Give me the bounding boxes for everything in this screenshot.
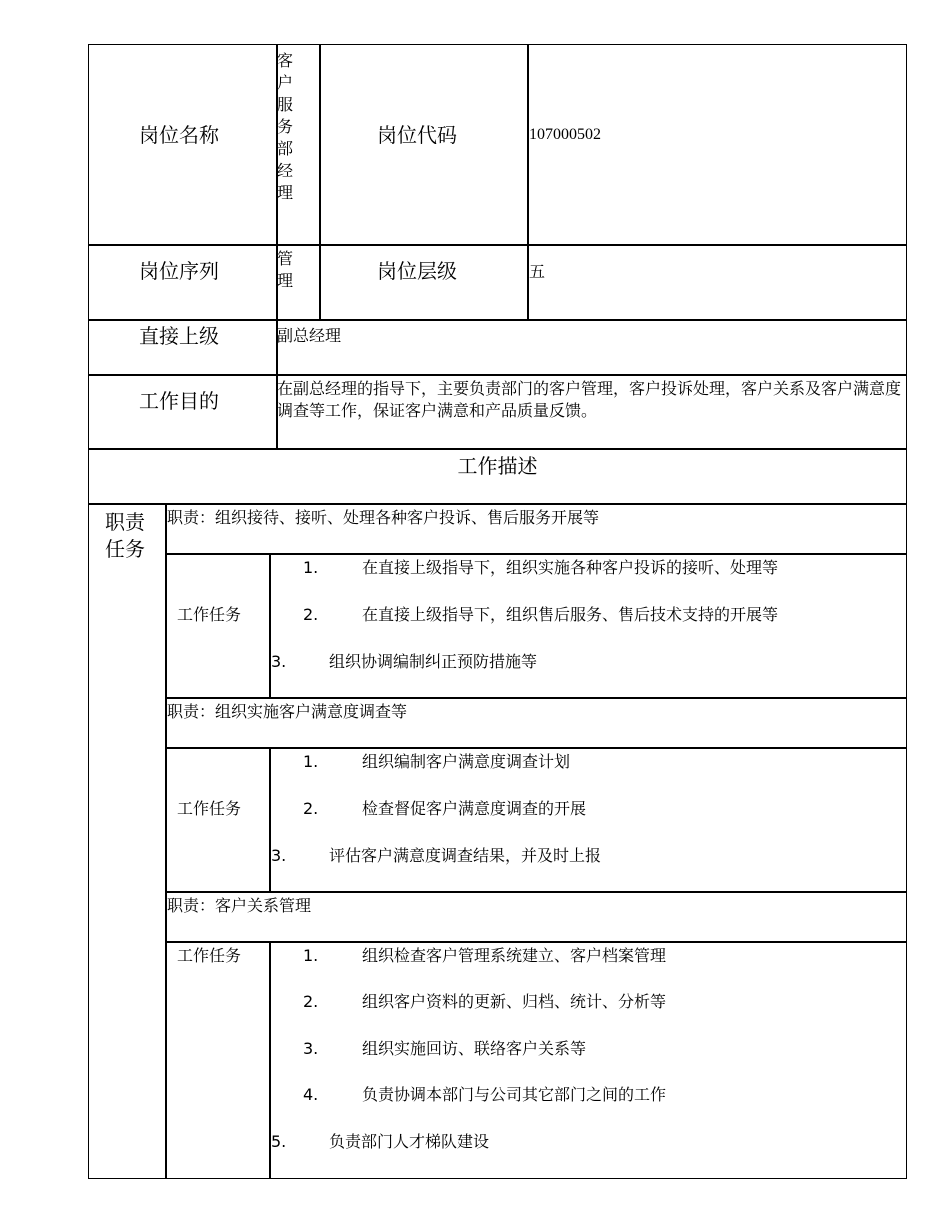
task-number: 3. [271, 652, 287, 671]
supervisor-label: 直接上级 [139, 324, 219, 348]
position-name-label: 岗位名称 [139, 123, 219, 147]
task-number: 4. [303, 1085, 319, 1104]
row-divider [88, 319, 907, 321]
task-text: 组织实施回访、联络客户关系等 [362, 1039, 587, 1058]
position-series-label: 岗位序列 [139, 259, 219, 283]
position-code-value: 107000502 [529, 126, 601, 143]
position-code-label: 岗位代码 [377, 123, 457, 147]
position-series-value: 管理 [277, 249, 294, 290]
duty-title: 职责：组织接待、接听、处理各种客户投诉、售后服务开展等 [167, 508, 600, 527]
row-divider [165, 747, 907, 749]
purpose-value: 在副总经理的指导下，主要负责部门的客户管理，客户投诉处理，客户关系及客户满意度调查等工作，保证客户满意和产品质量反馈。 [277, 379, 902, 420]
task-text: 评估客户满意度调查结果，并及时上报 [329, 846, 602, 865]
task-text: 组织客户资料的更新、归档、统计、分析等 [362, 992, 667, 1011]
task-text: 组织协调编制纠正预防措施等 [329, 652, 538, 671]
col-divider [165, 503, 167, 1179]
task-number: 2. [303, 799, 319, 818]
position-level-label: 岗位层级 [377, 259, 457, 283]
col-divider [269, 553, 271, 697]
row-divider [165, 697, 907, 699]
task-label: 工作任务 [177, 946, 242, 965]
task-label: 工作任务 [177, 799, 242, 818]
task-number: 5. [271, 1132, 287, 1151]
task-number: 2. [303, 992, 319, 1011]
duty-section-label: 职责任务 [105, 510, 145, 561]
duty-title: 职责：客户关系管理 [167, 896, 312, 915]
task-text: 组织检查客户管理系统建立、客户档案管理 [362, 946, 667, 965]
task-text: 在直接上级指导下，组织实施各种客户投诉的接听、处理等 [362, 558, 779, 577]
row-divider [88, 244, 907, 246]
task-text: 负责部门人才梯队建设 [329, 1132, 490, 1151]
task-number: 1. [303, 558, 319, 577]
task-number: 1. [303, 946, 319, 965]
task-number: 3. [303, 1039, 319, 1058]
description-title: 工作描述 [457, 454, 538, 478]
duty-title: 职责：组织实施客户满意度调查等 [167, 702, 408, 721]
row-divider [88, 374, 907, 376]
position-level-value: 五 [529, 262, 546, 281]
col-divider [269, 747, 271, 891]
task-text: 在直接上级指导下，组织售后服务、售后技术支持的开展等 [362, 605, 779, 624]
task-text: 组织编制客户满意度调查计划 [362, 752, 571, 771]
task-text: 检查督促客户满意度调查的开展 [362, 799, 587, 818]
row-divider [88, 448, 907, 450]
col-divider [319, 44, 321, 320]
supervisor-value: 副总经理 [277, 326, 342, 345]
task-number: 2. [303, 605, 319, 624]
row-divider [165, 553, 907, 555]
task-number: 1. [303, 752, 319, 771]
row-divider [88, 503, 907, 505]
row-divider [165, 891, 907, 893]
task-text: 负责协调本部门与公司其它部门之间的工作 [362, 1085, 667, 1104]
row-divider [165, 941, 907, 943]
position-name-value: 客户服务部经理 [277, 51, 294, 202]
task-label: 工作任务 [177, 605, 242, 624]
purpose-label: 工作目的 [139, 389, 219, 413]
task-number: 3. [271, 846, 287, 865]
